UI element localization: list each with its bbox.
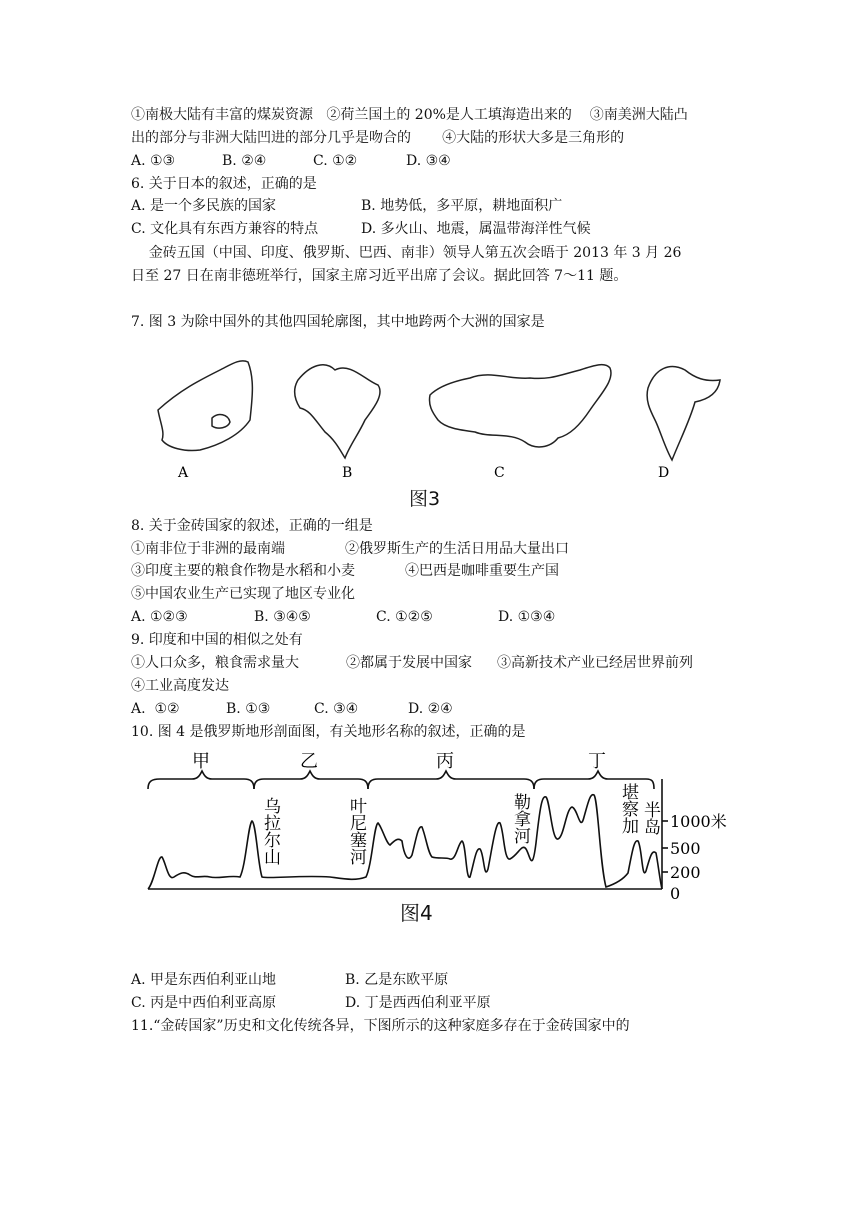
q8-statement-3: ③印度主要的粮食作物是水稻和小麦 — [131, 563, 355, 579]
q10-stem: 10. 图 4 是俄罗斯地形剖面图，有关地形名称的叙述，正确的是 — [131, 724, 526, 740]
q5-statement-line2: 出的部分与非洲大陆凹进的部分几乎是吻合的 ④大陆的形状大多是三角形的 — [131, 130, 625, 146]
intro-line1: 金砖五国（中国、印度、俄罗斯、巴西、南非）领导人第五次会晤于 2013 年 3 月 26 — [131, 245, 682, 261]
q5-option-a: A. ①③ — [131, 153, 176, 169]
q6-option-d: D. 多火山、地震，属温带海洋性气候 — [361, 221, 591, 237]
q9-statement-3: ③高新技术产业已经居世界前列 — [497, 655, 693, 671]
scale-0: 0 — [670, 884, 681, 903]
q5-option-b: B. ②④ — [222, 153, 267, 169]
q5-statement-line1: ①南极大陆有丰富的煤炭资源 ②荷兰国土的 20%是人工填海造出来的 ③南美洲大陆凸 — [131, 107, 688, 123]
brace-bing — [368, 771, 534, 789]
q8-statement-1: ①南非位于非洲的最南端 — [131, 541, 285, 557]
region-label-jia: 甲 — [192, 751, 210, 772]
india-outline — [647, 367, 720, 460]
q8-statement-5: ⑤中国农业生产已实现了地区专业化 — [131, 586, 355, 602]
q9-option-c: C. ③④ — [314, 701, 359, 717]
q9-statement-4: ④工业高度发达 — [131, 678, 229, 694]
figure4-caption: 图4 — [400, 901, 433, 925]
feature-kamchatka: 堪察加 — [618, 783, 638, 834]
map-label-a: A — [178, 465, 189, 481]
region-label-yi: 乙 — [300, 751, 318, 772]
brace-jia — [148, 771, 254, 789]
q9-option-b: B. ①③ — [226, 701, 271, 717]
q9-stem: 9. 印度和中国的相似之处有 — [131, 632, 303, 648]
feature-peninsula: 半岛 — [640, 801, 660, 835]
scale-500: 500 — [670, 839, 701, 858]
q8-option-c: C. ①②⑤ — [376, 609, 433, 625]
q8-statement-4: ④巴西是咖啡重要生产国 — [405, 563, 559, 579]
figure4-russia-profile — [140, 745, 740, 905]
intro-line2: 日至 27 日在南非德班举行，国家主席习近平出席了会议。据此回答 7～11 题。 — [131, 268, 628, 284]
q10-option-b: B. 乙是东欧平原 — [345, 972, 449, 988]
map-label-b: B — [342, 465, 353, 481]
south-africa-outline — [158, 361, 252, 451]
q6-option-b: B. 地势低，多平原，耕地面积广 — [361, 198, 563, 214]
q6-option-a: A. 是一个多民族的国家 — [131, 198, 277, 214]
q6-stem: 6. 关于日本的叙述，正确的是 — [131, 176, 317, 192]
q10-option-c: C. 丙是中西伯利亚高原 — [131, 995, 277, 1011]
map-label-c: C — [494, 465, 505, 481]
q9-statement-2: ②都属于发展中国家 — [346, 655, 472, 671]
q10-option-a: A. 甲是东西伯利亚山地 — [131, 972, 277, 988]
q9-option-a: A. ①② — [131, 701, 180, 717]
feature-yenisei: 叶尼塞河 — [346, 797, 366, 865]
q8-stem: 8. 关于金砖国家的叙述，正确的一组是 — [131, 518, 373, 534]
map-label-d: D — [658, 465, 670, 481]
q11-stem: 11.“金砖国家”历史和文化传统各异，下图所示的这种家庭多存在于金砖国家中的 — [131, 1018, 630, 1034]
q8-option-a: A. ①②③ — [131, 609, 188, 625]
q8-option-d: D. ①③④ — [498, 609, 556, 625]
q8-option-b: B. ③④⑤ — [254, 609, 311, 625]
terrain-profile — [148, 795, 662, 889]
brazil-outline — [295, 365, 380, 458]
russia-outline — [429, 365, 611, 447]
feature-lena: 勒拿河 — [510, 793, 530, 844]
q8-statement-2: ②俄罗斯生产的生活日用品大量出口 — [345, 541, 569, 557]
feature-ural: 乌拉尔山 — [260, 797, 280, 865]
q10-option-d: D. 丁是西西伯利亚平原 — [345, 995, 491, 1011]
figure3-caption: 图3 — [409, 488, 441, 510]
scale-200: 200 — [670, 863, 701, 882]
q5-option-d: D. ③④ — [406, 153, 451, 169]
q7-stem: 7. 图 3 为除中国外的其他四国轮廓图，其中地跨两个大洲的国家是 — [131, 314, 545, 330]
brace-yi — [254, 771, 368, 789]
q9-statement-1: ①人口众多，粮食需求量大 — [131, 655, 299, 671]
q6-option-c: C. 文化具有东西方兼容的特点 — [131, 221, 319, 237]
region-label-ding: 丁 — [588, 751, 606, 772]
q9-option-d: D. ②④ — [408, 701, 453, 717]
q5-option-c: C. ①② — [313, 153, 358, 169]
region-label-bing: 丙 — [436, 751, 454, 772]
scale-1000: 1000米 — [670, 812, 727, 831]
lesotho-outline — [212, 415, 230, 429]
